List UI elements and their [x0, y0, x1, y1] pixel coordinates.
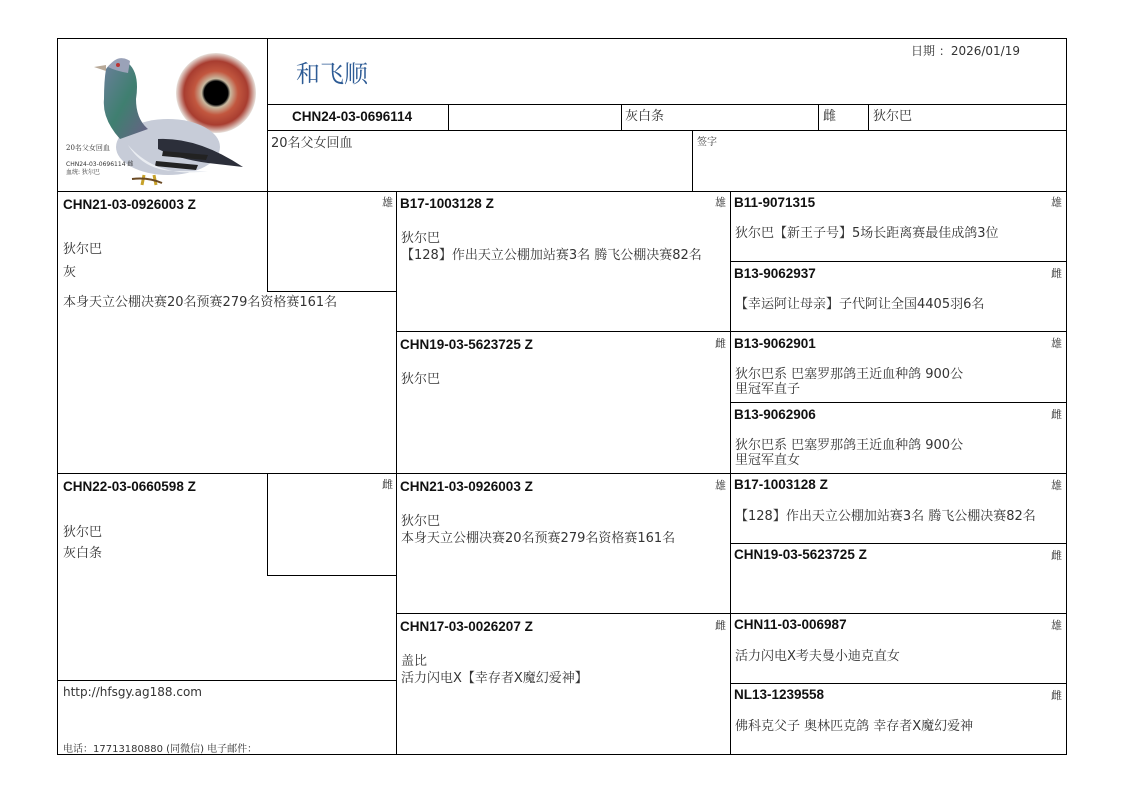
- date-row: [911, 42, 1020, 59]
- website-link[interactable]: http://hfsgy.ag188.com: [63, 685, 202, 699]
- contact-info: 电话：17713180880 (同微信) 电子邮件：: [63, 744, 258, 755]
- dam-ring: CHN22-03-0660598 Z: [63, 479, 196, 494]
- ggp-sex: 雄: [1051, 619, 1062, 632]
- ggp-sex: 雄: [1051, 196, 1062, 209]
- photo-caption-1: 20名父女回血: [66, 144, 110, 152]
- gp-cell: [397, 191, 730, 331]
- ggp-ring: B13-9062937: [734, 266, 816, 281]
- gp-ring: CHN21-03-0926003 Z: [400, 479, 533, 494]
- dam-sex: 雌: [382, 478, 393, 491]
- ggp-text: 狄尔巴系 巴塞罗那鸽王近血种鸽 900公里冠军直子: [735, 367, 964, 397]
- ggp-cell: [731, 614, 1066, 683]
- ggp-cell: [731, 403, 1066, 473]
- dam-line-1: 狄尔巴: [63, 525, 103, 540]
- photo-caption-3: 血统: 狄尔巴: [66, 169, 100, 176]
- gp-sex: 雌: [715, 619, 726, 632]
- cell-divider-4: [868, 105, 869, 130]
- ggp-sex: 雌: [1051, 689, 1062, 702]
- gp-sex: 雌: [715, 337, 726, 350]
- gp-ring: CHN19-03-5623725 Z: [400, 337, 533, 352]
- ggp-ring: B17-1003128 Z: [734, 477, 828, 492]
- sire-sex: 雄: [382, 196, 393, 209]
- gp-line-1: 狄尔巴: [401, 231, 441, 246]
- sire-sex-box: [267, 191, 397, 292]
- ggp-text: 【幸运阿让母亲】子代阿让全国4405羽6名: [735, 297, 985, 312]
- info-row-divider: [267, 130, 1066, 131]
- ggp-cell: [731, 474, 1066, 543]
- subject-color: 灰白条: [625, 109, 665, 124]
- subject-sex: 雌: [823, 109, 837, 124]
- sign-divider: [692, 131, 693, 191]
- ggp-sex: 雌: [1051, 549, 1062, 562]
- ggp-sex: 雄: [1051, 337, 1062, 350]
- gp-line-1: 盖比: [401, 654, 428, 669]
- ggp-sex: 雌: [1051, 267, 1062, 280]
- gp-cell: [397, 332, 730, 473]
- ggp-text: 狄尔巴【新王子号】5场长距离赛最佳成鸽3位: [735, 226, 999, 241]
- gp-sex: 雄: [715, 479, 726, 492]
- ggp-text: 狄尔巴系 巴塞罗那鸽王近血种鸽 900公里冠军直女: [735, 438, 964, 468]
- sire-line-1: 狄尔巴: [63, 242, 103, 257]
- subject-ring: CHN24-03-0696114: [292, 109, 413, 124]
- gp-cell: [397, 474, 730, 613]
- ggp-ring: B11-9071315: [734, 195, 816, 210]
- photo-caption-2: CHN24-03-0696114 雌: [66, 161, 134, 168]
- sign-label: 签字: [697, 137, 717, 148]
- ggp-cell: [731, 191, 1066, 261]
- pigeon-photo: [58, 39, 267, 186]
- dam-sex-box: [267, 473, 397, 576]
- ggp-text: 【128】作出天立公棚加站赛3名 腾飞公棚决赛82名: [735, 509, 1036, 524]
- ggp-cell: [731, 332, 1066, 402]
- sire-line-2: 灰: [63, 265, 77, 280]
- ggp-ring: B13-9062906: [734, 407, 816, 422]
- dam-line-2: 灰白条: [63, 546, 103, 561]
- gp-line-2: 本身天立公棚决赛20名预赛279名资格赛161名: [401, 531, 676, 546]
- date-value: 2026/01/19: [950, 44, 1020, 58]
- gp-line-2: 活力闪电X【幸存者X魔幻爱神】: [401, 671, 588, 686]
- gp-line-1: 狄尔巴: [401, 514, 441, 529]
- subject-note: 20名父女回血: [271, 136, 353, 151]
- ggp-ring: CHN11-03-006987: [734, 617, 847, 632]
- ggp-ring: B13-9062901: [734, 336, 816, 351]
- ggp-text: 活力闪电X考夫曼小迪克直女: [735, 649, 900, 664]
- cell-divider-1: [448, 105, 449, 130]
- header-divider: [267, 104, 1066, 105]
- gp-line-1: 狄尔巴: [401, 372, 441, 387]
- ggp-text: 佛科克父子 奥林匹克鸽 幸存者X魔幻爱神: [735, 719, 974, 734]
- gp-line-2: 【128】作出天立公棚加站赛3名 腾飞公棚决赛82名: [401, 248, 702, 263]
- date-label: 日期 ：: [911, 44, 951, 58]
- photo-right-border: [267, 39, 268, 191]
- ggp-sex: 雌: [1051, 408, 1062, 421]
- cell-divider-3: [818, 105, 819, 130]
- ggp-sex: 雄: [1051, 479, 1062, 492]
- ggp-cell: [731, 262, 1066, 332]
- sire-ring: CHN21-03-0926003 Z: [63, 197, 196, 212]
- gp-sex: 雄: [715, 196, 726, 209]
- subject-owner: 狄尔巴: [873, 109, 913, 124]
- gp-ring: B17-1003128 Z: [400, 196, 494, 211]
- gp-ring: CHN17-03-0026207 Z: [400, 619, 533, 634]
- footer-divider: [58, 680, 397, 681]
- ggp-ring: CHN19-03-5623725 Z: [734, 547, 867, 562]
- pigeon-name: 和飞顺: [296, 60, 368, 88]
- sire-desc: 本身天立公棚决赛20名预赛279名资格赛161名: [63, 295, 338, 310]
- ggp-cell: [731, 544, 1066, 613]
- ggp-cell: [731, 684, 1066, 754]
- cell-divider-2: [621, 105, 622, 130]
- ggp-ring: NL13-1239558: [734, 687, 825, 702]
- gp-cell: [397, 614, 730, 754]
